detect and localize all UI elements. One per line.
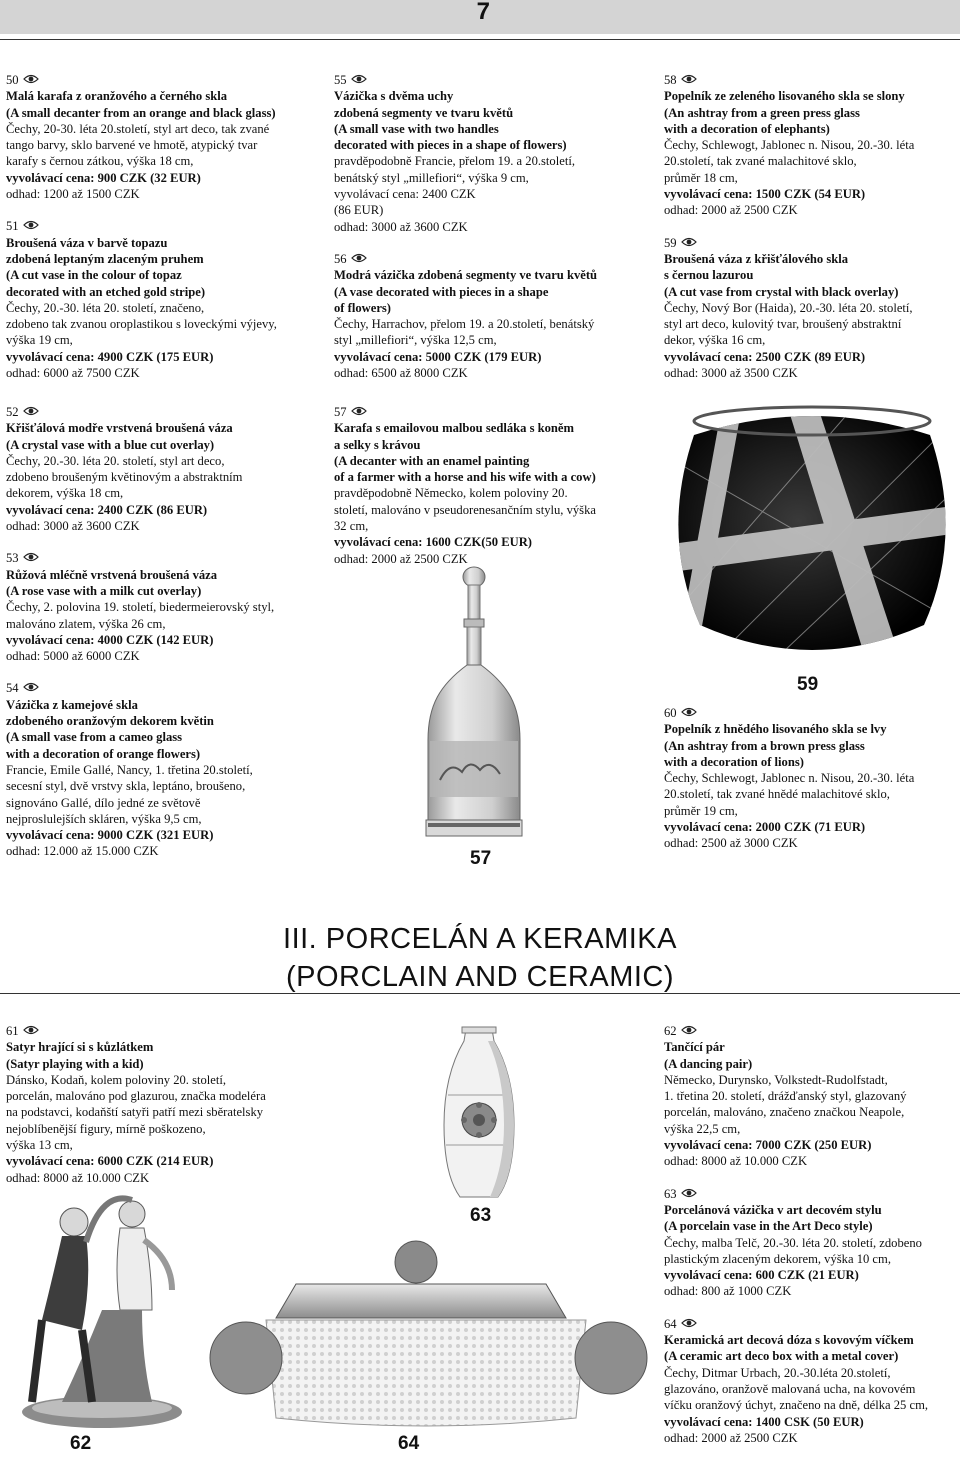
lot-63 bbox=[664, 1186, 958, 1300]
lot-line: dekor, výška 16 cm, bbox=[664, 333, 766, 348]
lot-line: vyvolávací cena: 5000 CZK (179 EUR) bbox=[334, 349, 542, 364]
lot-line: století, malováno v pseudorenesančním stylu, výška bbox=[334, 502, 596, 517]
black-cut-vase-photo bbox=[664, 395, 960, 670]
lot-line: malováno zlatem, výška 26 cm, bbox=[6, 616, 166, 631]
caption-64: 64 bbox=[398, 1433, 420, 1454]
lot-line: decorated with pieces in a shape of flowers) bbox=[334, 138, 567, 153]
lot-line: Křišťálová modře vrstvená broušená váza bbox=[6, 421, 233, 436]
lot-line: decorated with an etched gold stripe) bbox=[6, 284, 206, 299]
lot-line: Čechy, 20.-30. léta 20. století, styl art deco, bbox=[6, 453, 225, 468]
lot-line: zdobeno tak zvanou oroplastikou s loveckými výjevy, bbox=[6, 317, 277, 332]
lot-line: zdobeného oranžovým dekorem květin bbox=[6, 714, 214, 729]
lot-line: vyvolávací cena: 900 CZK (32 EUR) bbox=[6, 170, 201, 185]
lot-line: karafy s černou zátkou, výška 18 cm, bbox=[6, 154, 194, 169]
lot-line: s černou lazurou bbox=[664, 268, 754, 283]
lot-line: Broušená váza z křišťálového skla bbox=[664, 251, 849, 266]
lot-line: 20.století, tak zvané malachitové sklo, bbox=[664, 154, 857, 169]
lot-line: výška 22,5 cm, bbox=[664, 1121, 741, 1136]
lot-62 bbox=[664, 1023, 958, 1170]
lot-line: (86 EUR) bbox=[334, 203, 384, 218]
lot-number-text: 56 bbox=[334, 251, 347, 266]
lot-line: styl „millefiori“, výška 12,5 cm, bbox=[334, 333, 497, 348]
lot-line: odhad: 5000 až 6000 CZK bbox=[6, 649, 140, 664]
lot-line: odhad: 2000 až 2500 CZK bbox=[664, 1430, 798, 1445]
lot-number bbox=[6, 72, 306, 88]
lot-line: Karafa s emailovou malbou sedláka s koněm bbox=[334, 421, 575, 436]
lot-line: a selky s krávou bbox=[334, 437, 421, 452]
lot-line: benátský styl „millefiori“, výška 9 cm, bbox=[334, 170, 529, 185]
lot-line: výška 13 cm, bbox=[6, 1138, 73, 1153]
caption-62: 62 bbox=[70, 1433, 92, 1454]
lot-line: glazováno, oranžově malovaná ucha, na kovovém bbox=[664, 1381, 916, 1396]
lot-line: of a farmer with a horse and his wife with a cow) bbox=[334, 470, 596, 485]
lot-line: Čechy, 2. polovina 19. století, biedermeierovský styl, bbox=[6, 600, 275, 615]
eye-icon bbox=[23, 550, 39, 566]
lot-line: Vázička s dvěma uchy bbox=[334, 89, 454, 104]
lot-60 bbox=[664, 705, 958, 852]
page-header-bar bbox=[0, 0, 960, 34]
lot-line: Čechy, 20.-30. léta 20. století, značeno, bbox=[6, 300, 205, 315]
eye-icon bbox=[681, 1023, 697, 1039]
lot-57 bbox=[334, 404, 634, 567]
lot-61 bbox=[6, 1023, 306, 1186]
lot-line: dekorem, výška 18 cm, bbox=[6, 486, 124, 501]
lot-line: with a decoration of lions) bbox=[664, 754, 804, 769]
eye-icon bbox=[681, 705, 697, 721]
lot-line: (A cut vase in the colour of topaz bbox=[6, 268, 182, 283]
eye-icon bbox=[351, 72, 367, 88]
eye-icon bbox=[351, 251, 367, 267]
lot-number-text: 58 bbox=[664, 73, 677, 87]
lot-line: odhad: 6500 až 8000 CZK bbox=[334, 366, 468, 381]
lot-line: Vázička z kamejové skla bbox=[6, 697, 138, 712]
lot-line: odhad: 3000 až 3600 CZK bbox=[6, 519, 140, 534]
eye-icon bbox=[23, 680, 39, 696]
lot-number bbox=[664, 1186, 958, 1202]
lot-number bbox=[6, 680, 306, 696]
lot-line: Modrá vázička zdobená segmenty ve tvaru květů bbox=[334, 268, 598, 283]
lot-line: nejoblíbenější figury, mírně poškozeno, bbox=[6, 1121, 206, 1136]
lot-number bbox=[664, 705, 958, 721]
lot-line: vyvolávací cena: 1400 CSK (50 EUR) bbox=[664, 1414, 864, 1429]
lot-line: odhad: 6000 až 7500 CZK bbox=[6, 366, 140, 381]
lot-line: (A small vase with two handles bbox=[334, 121, 499, 136]
lot-line: odhad: 2000 až 2500 CZK bbox=[334, 551, 468, 566]
lot-line: (A crystal vase with a blue cut overlay) bbox=[6, 437, 215, 452]
column-middle-bottom bbox=[334, 404, 634, 583]
lot-line: zdobená segmenty ve tvaru květů bbox=[334, 105, 514, 120]
lot-line: (A vase decorated with pieces in a shape bbox=[334, 284, 549, 299]
eye-icon bbox=[351, 404, 367, 420]
lot-51 bbox=[6, 218, 306, 381]
lot-56 bbox=[334, 251, 634, 381]
lot-line: (A decanter with an enamel painting bbox=[334, 453, 530, 468]
lot-line: Čechy, Harrachov, přelom 19. a 20.století, benátský bbox=[334, 317, 595, 332]
lot-55 bbox=[334, 72, 634, 235]
lot-number-text: 52 bbox=[6, 405, 19, 419]
lot-line: 32 cm, bbox=[334, 519, 369, 534]
lot-line: výška 19 cm, bbox=[6, 333, 73, 348]
lot-number bbox=[664, 1316, 958, 1332]
lot-line: Satyr hrající si s kůzlátkem bbox=[6, 1040, 154, 1055]
lot-line: secesní styl, dvě vrstvy skla, leptáno, broušeno, bbox=[6, 779, 246, 794]
lot-line: vyvolávací cena: 2000 CZK (71 EUR) bbox=[664, 820, 866, 835]
lot-number bbox=[6, 404, 306, 420]
lot-number-text: 54 bbox=[6, 681, 19, 696]
lot-line: Tančící pár bbox=[664, 1040, 725, 1055]
lot-number-text: 63 bbox=[664, 1186, 677, 1201]
lot-number-text: 59 bbox=[664, 235, 677, 250]
lot-number bbox=[664, 72, 958, 88]
lot-line: (A cut vase from crystal with black overlay) bbox=[664, 284, 899, 299]
caption-57: 57 bbox=[470, 848, 492, 869]
lot-number bbox=[664, 235, 958, 251]
lot-line: odhad: 8000 až 10.000 CZK bbox=[6, 1170, 150, 1185]
lot-number bbox=[664, 1023, 958, 1039]
lot-number-text: 53 bbox=[6, 551, 19, 566]
lot-line: Malá karafa z oranžového a černého skla bbox=[6, 89, 228, 104]
lot-line: odhad: 2000 až 2500 CZK bbox=[664, 203, 798, 218]
lot-64 bbox=[664, 1316, 958, 1446]
lot-line: (A dancing pair) bbox=[664, 1056, 753, 1071]
lot-line: vyvolávací cena: 2400 CZK bbox=[334, 187, 476, 202]
lot-line: signováno Gallé, dílo jedné ze světově bbox=[6, 795, 201, 810]
lot-line: vyvolávací cena: 1500 CZK (54 EUR) bbox=[664, 187, 866, 202]
lot-line: (Satyr playing with a kid) bbox=[6, 1056, 144, 1071]
lot-line: porcelán, malováno, značeno značkou Neapole, bbox=[664, 1105, 905, 1120]
lot-line: odhad: 8000 až 10.000 CZK bbox=[664, 1154, 808, 1169]
lot-line: vyvolávací cena: 2400 CZK (86 EUR) bbox=[6, 502, 208, 517]
lot-line: odhad: 3000 až 3500 CZK bbox=[664, 366, 798, 381]
lot-line: vyvolávací cena: 4000 CZK (142 EUR) bbox=[6, 632, 214, 647]
lot-line: (An ashtray from a green press glass bbox=[664, 105, 860, 120]
column-right-mid bbox=[664, 705, 958, 868]
lot-59 bbox=[664, 235, 958, 382]
column-middle-top bbox=[334, 72, 634, 397]
eye-icon bbox=[23, 72, 39, 88]
lot-line: Čechy, Schlewogt, Jablonec n. Nisou, 20.-30. léta bbox=[664, 138, 915, 153]
lot-line: vyvolávací cena: 6000 CZK (214 EUR) bbox=[6, 1154, 214, 1169]
lot-line: vyvolávací cena: 4900 CZK (175 EUR) bbox=[6, 349, 214, 364]
lot-line: Čechy, malba Telč, 20.-30. léta 20. století, zdobeno bbox=[664, 1235, 922, 1250]
eye-icon bbox=[681, 1186, 697, 1202]
lot-number bbox=[334, 72, 634, 88]
dancing-pair-photo bbox=[2, 1170, 202, 1435]
lot-line: Německo, Durynsko, Volkstedt-Rudolfstadt, bbox=[664, 1072, 888, 1087]
lot-line: odhad: 800 až 1000 CZK bbox=[664, 1284, 792, 1299]
lot-line: Dánsko, Kodaň, kolem poloviny 20. století, bbox=[6, 1072, 227, 1087]
lot-line: průměr 18 cm, bbox=[664, 170, 738, 185]
lot-line: zdobeno broušeným květinovým a abstraktním bbox=[6, 470, 243, 485]
lot-line: (An ashtray from a brown press glass bbox=[664, 738, 865, 753]
caption-59: 59 bbox=[797, 674, 819, 695]
lot-number bbox=[334, 251, 634, 267]
lot-58 bbox=[664, 72, 958, 219]
lot-50 bbox=[6, 72, 306, 202]
lot-line: Francie, Emile Gallé, Nancy, 1. třetina 20.století, bbox=[6, 762, 253, 777]
lot-line: na podstavci, kodaňští satyři patří mezi sběratelsky bbox=[6, 1105, 264, 1120]
section-title-line2: (PORCLAIN AND CERAMIC) bbox=[285, 961, 675, 993]
lot-line: vyvolávací cena: 2500 CZK (89 EUR) bbox=[664, 349, 866, 364]
lot-53 bbox=[6, 550, 306, 664]
caption-63: 63 bbox=[470, 1205, 492, 1226]
lot-line: odhad: 3000 až 3600 CZK bbox=[334, 219, 468, 234]
lot-line: vyvolávací cena: 7000 CZK (250 EUR) bbox=[664, 1138, 872, 1153]
lot-line: (A small vase from a cameo glass bbox=[6, 730, 183, 745]
lot-line: nejproslulejších skláren, výška 9,5 cm, bbox=[6, 811, 202, 826]
lot-number bbox=[334, 404, 634, 420]
lot-number-text: 50 bbox=[6, 73, 19, 87]
eye-icon bbox=[681, 1316, 697, 1332]
lot-line: vyvolávací cena: 600 CZK (21 EUR) bbox=[664, 1268, 859, 1283]
lot-line: Popelník ze zeleného lisovaného skla se slony bbox=[664, 89, 905, 104]
lot-number-text: 55 bbox=[334, 73, 347, 87]
lot-number-text: 61 bbox=[6, 1024, 19, 1038]
lot-line: Broušená váza v barvě topazu bbox=[6, 235, 168, 250]
lot-number bbox=[6, 1023, 306, 1039]
lot-line: pravděpodobně Německo, kolem poloviny 20. bbox=[334, 486, 568, 501]
lot-line: odhad: 1200 až 1500 CZK bbox=[6, 187, 140, 202]
page-number: 7 bbox=[476, 0, 490, 25]
lot-number bbox=[6, 218, 306, 234]
lot-line: 20.století, tak zvané hnědé malachitové sklo, bbox=[664, 787, 890, 802]
lot-line: Čechy, Ditmar Urbach, 20.-30.léta 20.století, bbox=[664, 1365, 891, 1380]
lot-line: 1. třetina 20. století, drážďanský styl, glazovaný bbox=[664, 1089, 907, 1104]
lot-line: with a decoration of orange flowers) bbox=[6, 746, 201, 761]
lot-number-text: 57 bbox=[334, 405, 347, 419]
eye-icon bbox=[23, 218, 39, 234]
eye-icon bbox=[681, 72, 697, 88]
lot-number-text: 60 bbox=[664, 706, 677, 720]
eye-icon bbox=[23, 404, 39, 420]
column-right-top bbox=[664, 72, 958, 397]
lot-number bbox=[6, 550, 306, 566]
lot-line: pravděpodobně Francie, přelom 19. a 20.století, bbox=[334, 154, 575, 169]
column-left-top bbox=[6, 72, 306, 397]
lot-line: odhad: 2500 až 3000 CZK bbox=[664, 836, 798, 851]
lot-line: Čechy, Nový Bor (Haida), 20.-30. léta 20. století, bbox=[664, 300, 913, 315]
lot-number-text: 64 bbox=[664, 1316, 677, 1331]
lot-number-text: 62 bbox=[664, 1024, 677, 1038]
decanter-photo bbox=[420, 565, 528, 845]
column-left-bottom bbox=[6, 404, 306, 876]
lot-line: Čechy, 20-30. léta 20.století, styl art deco, tak zvané bbox=[6, 121, 270, 136]
lot-line: (A ceramic art deco box with a metal cover) bbox=[664, 1349, 899, 1364]
lot-number-text: 51 bbox=[6, 219, 19, 234]
lot-line: Popelník z hnědého lisovaného skla se lvy bbox=[664, 722, 887, 737]
lot-line: (A porcelain vase in the Art Deco style) bbox=[664, 1219, 873, 1234]
lot-line: víčku oranžový úchyt, značeno na dně, délka 25 cm, bbox=[664, 1398, 929, 1413]
lot-line: vyvolávací cena: 9000 CZK (321 EUR) bbox=[6, 828, 214, 843]
lot-line: odhad: 12.000 až 15.000 CZK bbox=[6, 844, 159, 859]
lot-54 bbox=[6, 680, 306, 859]
section-title-line1: III. PORCELÁN A KERAMIKA bbox=[283, 923, 677, 955]
lot-line: with a decoration of elephants) bbox=[664, 121, 830, 136]
lot-line: (A small decanter from an orange and black glass) bbox=[6, 105, 276, 120]
lot-line: (A rose vase with a milk cut overlay) bbox=[6, 583, 202, 598]
column-right-ceramic bbox=[664, 1023, 958, 1462]
lot-line: Čechy, Schlewogt, Jablonec n. Nisou, 20.-30. léta bbox=[664, 771, 915, 786]
lot-line: porcelán, malováno pod glazurou, značka modeléra bbox=[6, 1089, 266, 1104]
ceramic-box-photo bbox=[206, 1238, 654, 1434]
lot-line: Růžová mléčně vrstvená broušená váza bbox=[6, 567, 218, 582]
top-rule bbox=[0, 39, 960, 40]
lot-line: of flowers) bbox=[334, 300, 391, 315]
lot-line: plastickým zlaceným dekorem, výška 10 cm, bbox=[664, 1251, 891, 1266]
lot-52 bbox=[6, 404, 306, 534]
porcelain-vase-photo bbox=[438, 1025, 520, 1203]
lot-line: styl art deco, kulovitý tvar, broušený abstraktní bbox=[664, 317, 902, 332]
lot-line: Keramická art decová dóza s kovovým víčkem bbox=[664, 1333, 914, 1348]
lot-line: vyvolávací cena: 1600 CZK(50 EUR) bbox=[334, 535, 532, 550]
lot-line: tango barvy, sklo barvené ve hmotě, atypický tvar bbox=[6, 138, 258, 153]
eye-icon bbox=[23, 1023, 39, 1039]
eye-icon bbox=[681, 235, 697, 251]
lot-line: průměr 19 cm, bbox=[664, 803, 738, 818]
lot-line: Porcelánová vázička v art decovém stylu bbox=[664, 1202, 882, 1217]
lot-line: zdobená leptaným zlaceným pruhem bbox=[6, 251, 204, 266]
